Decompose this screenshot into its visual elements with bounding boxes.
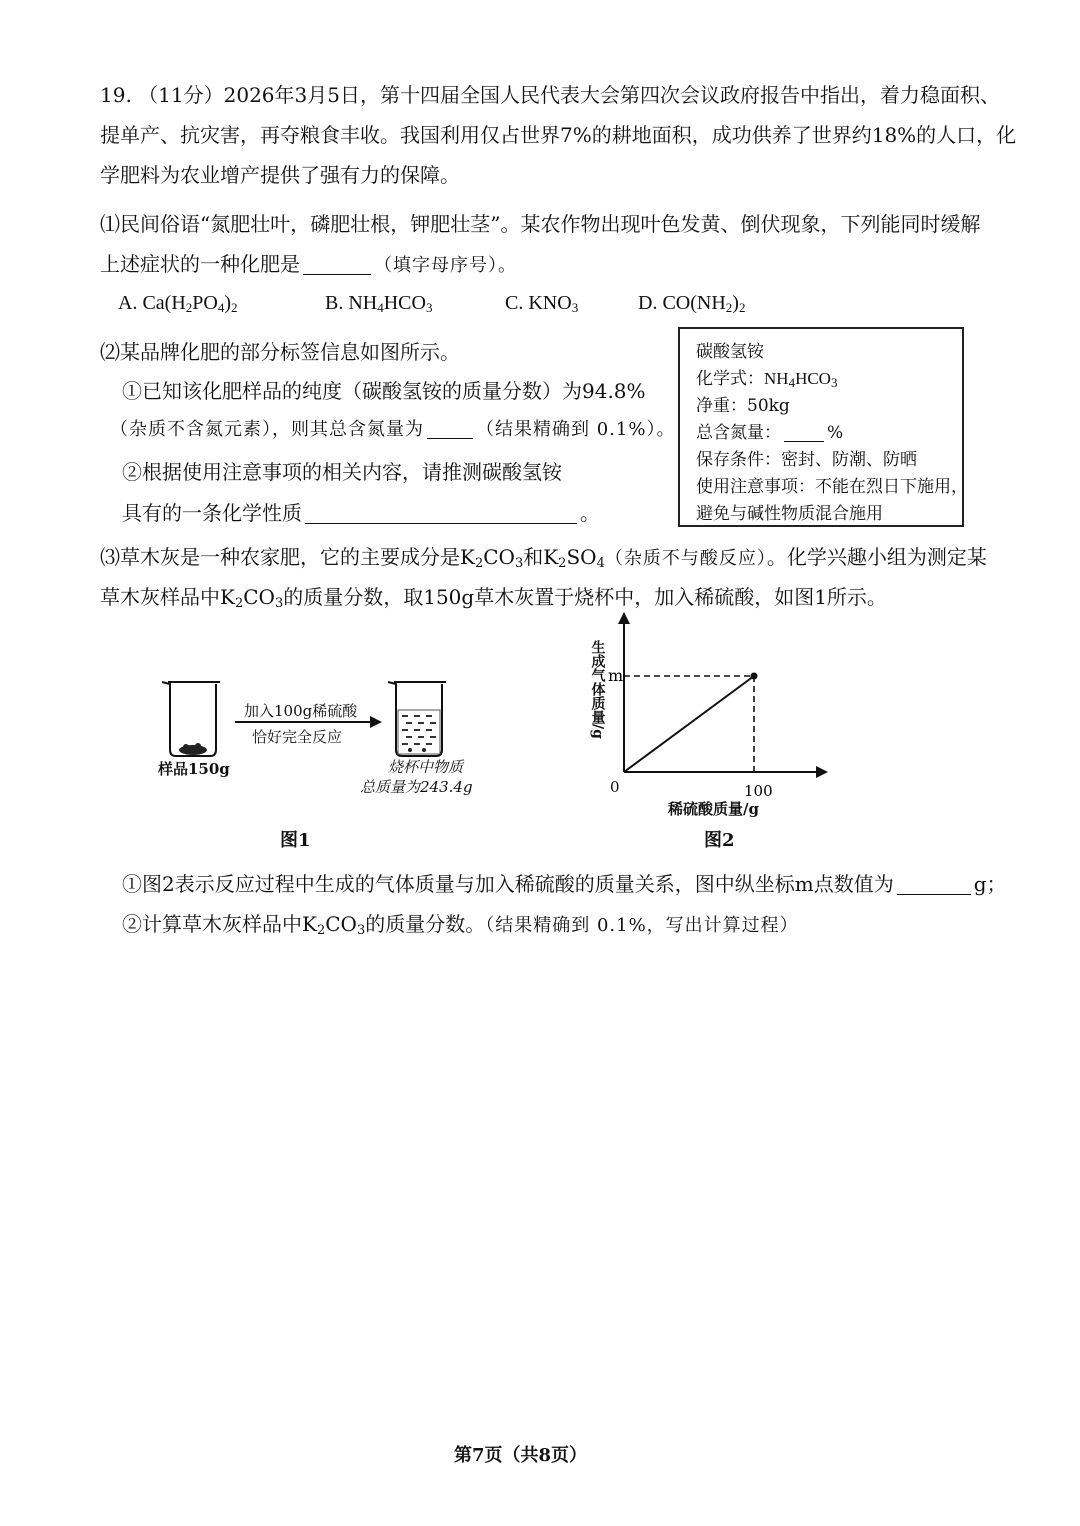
arrow-label-top: 加入100g稀硫酸 [244,702,358,720]
option-formula: $KNO_3$ [528,292,579,315]
part2-intro: ⑵某品牌化肥的部分标签信息如图所示。 [100,340,460,364]
label-caution-2: 避免与碱性物质混合施用 [696,504,883,524]
option-formula: $Ca(H_2PO_4)_2$ [142,292,238,315]
option-formula: $CO(NH_2)_2$ [662,292,746,315]
figure2-caption: 图2 [704,830,735,851]
question-intro-line1: 19. （11分）2026年3月5日，第十四届全国人民代表大会第四次会议政府报告中指出，着力稳面积、 [100,83,1000,107]
result-label-2: 总质量为243.4g [360,778,473,796]
part3-text-line2: 草木灰样品中$K_2CO_3$的质量分数，取150g草木灰置于烧杯中，加入稀硫酸，如图1所示。 [100,585,887,611]
question-intro-line3: 学肥料为农业增产提供了强有力的保障。 [100,163,460,187]
figure2-xlabel: 稀硫酸质量/g [668,800,759,818]
option-c[interactable]: C. $KNO_3$ [505,292,579,315]
fertilizer-label [678,327,968,527]
y-tick-label: m [608,666,624,685]
option-d[interactable]: D. $CO(NH_2)_2$ [638,292,746,315]
part1-text-line1: ⑴民间俗语“氮肥壮叶，磷肥壮根，钾肥壮茎”。某农作物出现叶色发黄、倒伏现象，下列能同时缓解 [100,212,981,236]
figure2-origin: 0 [610,778,620,796]
series-line [624,676,754,772]
y-axis-arrow [618,612,630,624]
part2-q2-line1: ②根据使用注意事项的相关内容，请推测碳酸氢铵 [122,460,562,484]
beaker-sample [162,682,220,756]
part3-text-line1: ⑶草木灰是一种农家肥，它的主要成分是$K_2CO_3$和$K_2SO_4$（杂质不与酸反应）。化学兴趣小组为测定某 [100,545,987,571]
x-axis-arrow [816,766,828,778]
part2-q1-line2: （杂质不含氮元素），则其总含氮量为 （结果精确到 0.1%）。 [110,419,676,440]
x-tick-label: 100 [744,782,773,800]
answer-blank-property[interactable] [305,503,577,524]
page-footer: 第7页（共8页） [454,1445,588,1466]
figure2-ylabel: 生成气体质量/g [589,640,606,739]
part2-q2-line2: 具有的一条化学性质 。 [122,501,600,525]
label-weight: 净重：50kg [696,396,790,416]
label-nitrogen-blank [784,425,824,442]
answer-blank-m[interactable] [897,874,971,895]
data-point-end [751,673,758,680]
option-formula: $NH_4HCO_3$ [348,292,433,315]
part3-q2: ②计算草木灰样品中$K_2CO_3$的质量分数。（结果精确到 0.1%，写出计算过程） [122,912,799,938]
sample-label: 样品150g [158,760,230,778]
label-caution-1: 使用注意事项：不能在烈日下施用， [696,477,968,497]
result-label-1: 烧杯中物质 [388,758,464,776]
answer-blank-1[interactable] [303,254,371,275]
beaker-result [388,682,446,756]
answer-blank-nitrogen[interactable] [427,418,473,439]
part2-q1-line1: ①已知该化肥样品的纯度（碳酸氢铵的质量分数）为94.8% [122,379,646,403]
question-intro-line2: 提单产、抗灾害，再夺粮食丰收。我国利用仅占世界7%的耕地面积，成功供养了世界约18%的人口，化 [100,123,1017,147]
option-a[interactable]: A. $Ca(H_2PO_4)_2$ [118,292,238,315]
label-storage: 保存条件：密封、防潮、防晒 [696,450,917,470]
figure1-caption: 图1 [280,830,311,851]
question-score: （11分） [138,83,224,107]
part1-text-line2: 上述症状的一种化肥是 （填字母序号）。 [100,252,517,276]
arrow-label-bottom: 恰好完全反应 [252,728,343,746]
option-b[interactable]: B. $NH_4HCO_3$ [325,292,433,315]
label-nitrogen: 总含氮量： % [696,423,844,443]
question-number: 19. [100,83,132,107]
label-title: 碳酸氢铵 [696,342,764,362]
label-formula: 化学式：$NH_4HCO_3$ [696,369,838,390]
part3-q1: ①图2表示反应过程中生成的气体质量与加入稀硫酸的质量关系，图中纵坐标m点数值为 g； [122,872,1007,896]
